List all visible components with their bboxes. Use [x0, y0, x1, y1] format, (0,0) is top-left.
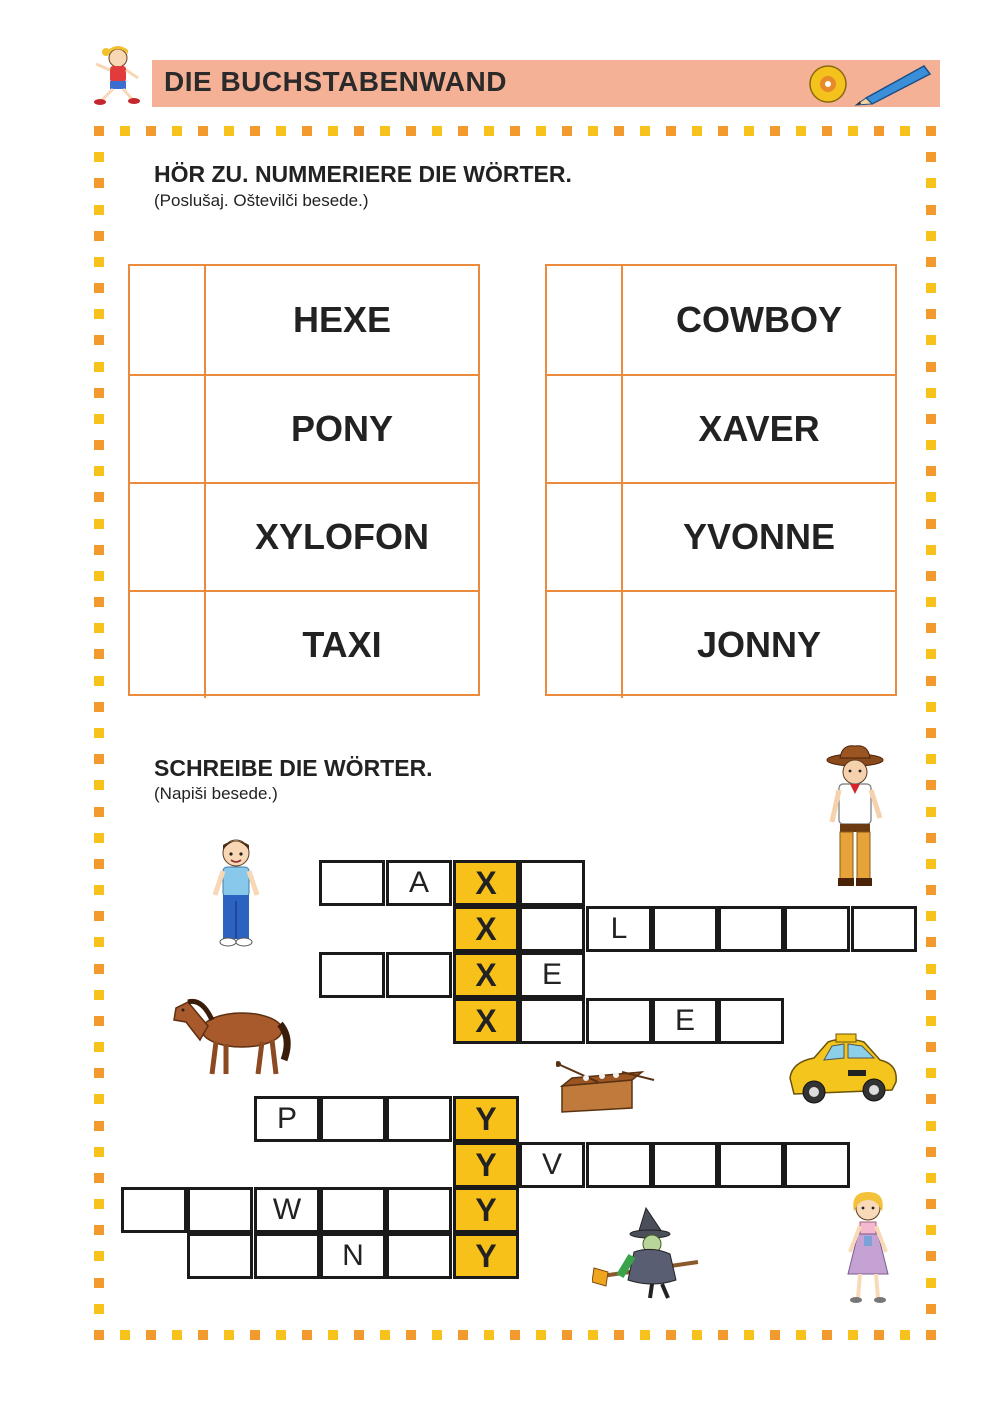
frame-dot	[926, 126, 936, 136]
frame-dot	[94, 964, 104, 974]
word-label: YVONNE	[682, 516, 836, 557]
frame-dot	[926, 1068, 936, 1078]
frame-dot	[250, 126, 260, 136]
crossword-cell[interactable]: A	[386, 860, 452, 906]
frame-dot	[276, 1330, 286, 1340]
crossword-cell-highlight[interactable]: Y	[453, 1233, 519, 1279]
crossword-cell[interactable]	[254, 1233, 320, 1279]
frame-dot	[926, 283, 936, 293]
word-row	[547, 266, 895, 374]
frame-dot	[926, 1330, 936, 1340]
frame-dot	[94, 1068, 104, 1078]
frame-dot	[94, 1304, 104, 1314]
frame-dot	[458, 1330, 468, 1340]
frame-dot	[926, 388, 936, 398]
frame-dot	[94, 676, 104, 686]
frame-dot	[328, 1330, 338, 1340]
frame-dot	[666, 1330, 676, 1340]
frame-dot	[614, 1330, 624, 1340]
word-label: XAVER	[698, 408, 820, 449]
word-label: JONNY	[696, 624, 822, 665]
frame-dot	[822, 1330, 832, 1340]
crossword-cell[interactable]	[386, 1096, 452, 1142]
word-label: XYLOFON	[254, 516, 429, 557]
frame-dot	[94, 833, 104, 843]
frame-dot	[874, 126, 884, 136]
frame-dot	[770, 126, 780, 136]
frame-dot	[94, 1278, 104, 1288]
listen-translation: (Poslušaj. Oštevilči besede.)	[154, 191, 369, 210]
frame-dot	[926, 1251, 936, 1261]
word-label: COWBOY	[676, 299, 842, 340]
page-title: DIE BUCHSTABENWAND	[164, 66, 507, 97]
frame-dot	[614, 126, 624, 136]
frame-dot	[640, 1330, 650, 1340]
frame-dot	[926, 492, 936, 502]
frame-dot	[120, 126, 130, 136]
frame-dot	[94, 1042, 104, 1052]
frame-dot	[94, 1121, 104, 1131]
frame-dot	[94, 990, 104, 1000]
crossword-cell[interactable]	[586, 1142, 652, 1188]
crossword-cell[interactable]	[851, 906, 917, 952]
witch-icon	[592, 1206, 702, 1304]
frame-dot	[562, 1330, 572, 1340]
frame-dot	[250, 1330, 260, 1340]
frame-dot	[94, 1251, 104, 1261]
frame-dot	[146, 126, 156, 136]
frame-dot	[94, 649, 104, 659]
frame-dot	[94, 597, 104, 607]
frame-dot	[926, 257, 936, 267]
crossword-cell[interactable]	[519, 860, 585, 906]
xylophone-icon	[556, 1058, 656, 1118]
frame-dot	[94, 754, 104, 764]
number-box[interactable]	[547, 376, 623, 482]
frame-dot	[926, 1016, 936, 1026]
crossword-cell[interactable]: E	[652, 998, 718, 1044]
number-box[interactable]	[547, 266, 623, 374]
frame-dot	[926, 597, 936, 607]
frame-dot	[926, 885, 936, 895]
cd-icon	[806, 64, 850, 104]
frame-dot	[94, 859, 104, 869]
frame-dot	[926, 309, 936, 319]
word-table-left	[128, 264, 480, 696]
frame-dot	[926, 1199, 936, 1209]
frame-dot	[926, 859, 936, 869]
frame-dot	[926, 205, 936, 215]
frame-dot	[302, 1330, 312, 1340]
frame-dot	[926, 911, 936, 921]
crossword-cell[interactable]: N	[320, 1233, 386, 1279]
crossword-cell[interactable]	[386, 1187, 452, 1233]
crossword-cell[interactable]	[320, 1096, 386, 1142]
frame-dot	[926, 1121, 936, 1131]
frame-dot	[94, 937, 104, 947]
crossword-cell[interactable]	[519, 906, 585, 952]
frame-dot	[510, 126, 520, 136]
frame-dot	[900, 126, 910, 136]
frame-dot	[926, 1173, 936, 1183]
frame-dot	[640, 126, 650, 136]
frame-dot	[926, 440, 936, 450]
frame-dot	[172, 126, 182, 136]
frame-dot	[94, 1094, 104, 1104]
word-label: HEXE	[292, 299, 392, 340]
frame-dot	[744, 1330, 754, 1340]
frame-dot	[926, 1147, 936, 1157]
frame-dot	[536, 1330, 546, 1340]
frame-dot	[94, 414, 104, 424]
number-box[interactable]	[130, 484, 206, 590]
crossword-cell[interactable]: V	[519, 1142, 585, 1188]
crossword-cell-highlight[interactable]: Y	[453, 1142, 519, 1188]
write-translation: (Napiši besede.)	[154, 784, 278, 803]
frame-dot	[94, 178, 104, 188]
frame-dot	[874, 1330, 884, 1340]
frame-dot	[406, 126, 416, 136]
frame-dot	[224, 1330, 234, 1340]
number-box[interactable]	[130, 376, 206, 482]
girl-icon	[842, 1190, 894, 1306]
crossword-cell[interactable]: P	[254, 1096, 320, 1142]
frame-dot	[94, 283, 104, 293]
frame-dot	[224, 126, 234, 136]
frame-dot	[926, 414, 936, 424]
frame-dot	[94, 728, 104, 738]
frame-dot	[822, 126, 832, 136]
frame-dot	[926, 152, 936, 162]
frame-dot	[744, 126, 754, 136]
frame-dot	[94, 1173, 104, 1183]
frame-dot	[94, 335, 104, 345]
word-row	[130, 374, 478, 482]
pencil-icon	[854, 60, 934, 106]
cowboy-icon	[822, 744, 888, 890]
frame-dot	[94, 702, 104, 712]
frame-dot	[562, 126, 572, 136]
frame-dot	[94, 571, 104, 581]
frame-dot	[926, 362, 936, 372]
crossword-cell[interactable]: L	[586, 906, 652, 952]
frame-dot	[380, 126, 390, 136]
write-instruction: SCHREIBE DIE WÖRTER.	[154, 755, 433, 781]
frame-dot	[926, 335, 936, 345]
number-box[interactable]	[547, 592, 623, 698]
crossword-cell[interactable]	[718, 906, 784, 952]
frame-dot	[94, 1330, 104, 1340]
frame-dot	[926, 1304, 936, 1314]
crossword-cell-highlight[interactable]: X	[453, 860, 519, 906]
frame-dot	[718, 1330, 728, 1340]
frame-dot	[926, 1278, 936, 1288]
frame-dot	[926, 807, 936, 817]
crossword-cell-highlight[interactable]: X	[453, 998, 519, 1044]
taxi-icon	[784, 1032, 902, 1112]
frame-dot	[926, 1225, 936, 1235]
frame-dot	[120, 1330, 130, 1340]
frame-dot	[94, 152, 104, 162]
frame-dot	[172, 1330, 182, 1340]
listen-instruction: HÖR ZU. NUMMERIERE DIE WÖRTER.	[154, 161, 572, 187]
crossword-cell[interactable]	[187, 1187, 253, 1233]
frame-dot	[588, 1330, 598, 1340]
crossword-cell-highlight[interactable]: X	[453, 952, 519, 998]
frame-dot	[406, 1330, 416, 1340]
frame-dot	[94, 362, 104, 372]
word-row	[130, 482, 478, 590]
frame-dot	[926, 231, 936, 241]
frame-dot	[94, 780, 104, 790]
frame-dot	[94, 231, 104, 241]
frame-dot	[926, 571, 936, 581]
frame-dot	[796, 126, 806, 136]
crossword-cell[interactable]	[319, 952, 385, 998]
frame-dot	[926, 728, 936, 738]
word-row	[130, 590, 478, 698]
number-box[interactable]	[130, 266, 206, 374]
frame-dot	[848, 126, 858, 136]
word-label: PONY	[290, 408, 394, 449]
word-row	[130, 266, 478, 374]
crossword-cell[interactable]	[586, 998, 652, 1044]
frame-dot	[926, 1042, 936, 1052]
crossword-cell-highlight[interactable]: Y	[453, 1096, 519, 1142]
frame-dot	[94, 388, 104, 398]
frame-dot	[484, 1330, 494, 1340]
frame-dot	[926, 676, 936, 686]
crossword-cell[interactable]	[386, 1233, 452, 1279]
frame-dot	[926, 702, 936, 712]
frame-dot	[796, 1330, 806, 1340]
crossword-cell[interactable]	[386, 952, 452, 998]
frame-dot	[692, 1330, 702, 1340]
frame-dot	[926, 754, 936, 764]
horse-icon	[166, 990, 294, 1080]
frame-dot	[94, 257, 104, 267]
frame-dot	[94, 309, 104, 319]
word-label: TAXI	[302, 624, 382, 665]
frame-dot	[926, 833, 936, 843]
frame-dot	[926, 964, 936, 974]
crossword-cell[interactable]: E	[519, 952, 585, 998]
crossword-cell[interactable]	[652, 906, 718, 952]
frame-dot	[276, 126, 286, 136]
frame-dot	[94, 1225, 104, 1235]
frame-dot	[94, 1147, 104, 1157]
frame-dot	[94, 126, 104, 136]
frame-dot	[926, 545, 936, 555]
crossword-cell[interactable]	[718, 1142, 784, 1188]
crossword-cell-highlight[interactable]: Y	[453, 1187, 519, 1233]
frame-dot	[94, 885, 104, 895]
frame-dot	[458, 126, 468, 136]
frame-dot	[94, 807, 104, 817]
frame-dot	[302, 126, 312, 136]
word-table-right	[545, 264, 897, 696]
girl-mascot-icon	[88, 44, 144, 106]
frame-dot	[718, 126, 728, 136]
frame-dot	[94, 519, 104, 529]
frame-dot	[380, 1330, 390, 1340]
frame-dot	[926, 519, 936, 529]
crossword-cell[interactable]	[519, 998, 585, 1044]
frame-dot	[926, 649, 936, 659]
frame-dot	[94, 1199, 104, 1209]
crossword-cell[interactable]	[320, 1187, 386, 1233]
crossword-cell[interactable]	[319, 860, 385, 906]
frame-dot	[666, 126, 676, 136]
word-row	[547, 590, 895, 698]
frame-dot	[94, 623, 104, 633]
frame-dot	[328, 126, 338, 136]
word-row	[547, 482, 895, 590]
frame-dot	[146, 1330, 156, 1340]
crossword-cell[interactable]: W	[254, 1187, 320, 1233]
frame-dot	[354, 126, 364, 136]
crossword-cell[interactable]	[718, 998, 784, 1044]
frame-dot	[94, 545, 104, 555]
frame-dot	[926, 780, 936, 790]
number-box[interactable]	[130, 592, 206, 698]
frame-dot	[536, 126, 546, 136]
crossword-cell[interactable]	[121, 1187, 187, 1233]
frame-dot	[692, 126, 702, 136]
crossword-cell[interactable]	[784, 906, 850, 952]
word-row	[547, 374, 895, 482]
frame-dot	[588, 126, 598, 136]
frame-dot	[770, 1330, 780, 1340]
crossword-cell[interactable]	[652, 1142, 718, 1188]
frame-dot	[94, 1016, 104, 1026]
frame-dot	[432, 126, 442, 136]
frame-dot	[926, 623, 936, 633]
frame-dot	[94, 466, 104, 476]
frame-dot	[198, 1330, 208, 1340]
frame-dot	[484, 126, 494, 136]
number-box[interactable]	[547, 484, 623, 590]
frame-dot	[926, 466, 936, 476]
frame-dot	[94, 205, 104, 215]
frame-dot	[900, 1330, 910, 1340]
frame-dot	[848, 1330, 858, 1340]
frame-dot	[926, 937, 936, 947]
frame-dot	[94, 911, 104, 921]
frame-dot	[926, 1094, 936, 1104]
frame-dot	[354, 1330, 364, 1340]
frame-dot	[510, 1330, 520, 1340]
crossword-cell[interactable]	[784, 1142, 850, 1188]
frame-dot	[198, 126, 208, 136]
frame-dot	[926, 990, 936, 1000]
frame-dot	[432, 1330, 442, 1340]
crossword-cell[interactable]	[187, 1233, 253, 1279]
frame-dot	[94, 492, 104, 502]
crossword-cell-highlight[interactable]: X	[453, 906, 519, 952]
frame-dot	[926, 178, 936, 188]
boy-icon	[210, 835, 262, 947]
frame-dot	[94, 440, 104, 450]
